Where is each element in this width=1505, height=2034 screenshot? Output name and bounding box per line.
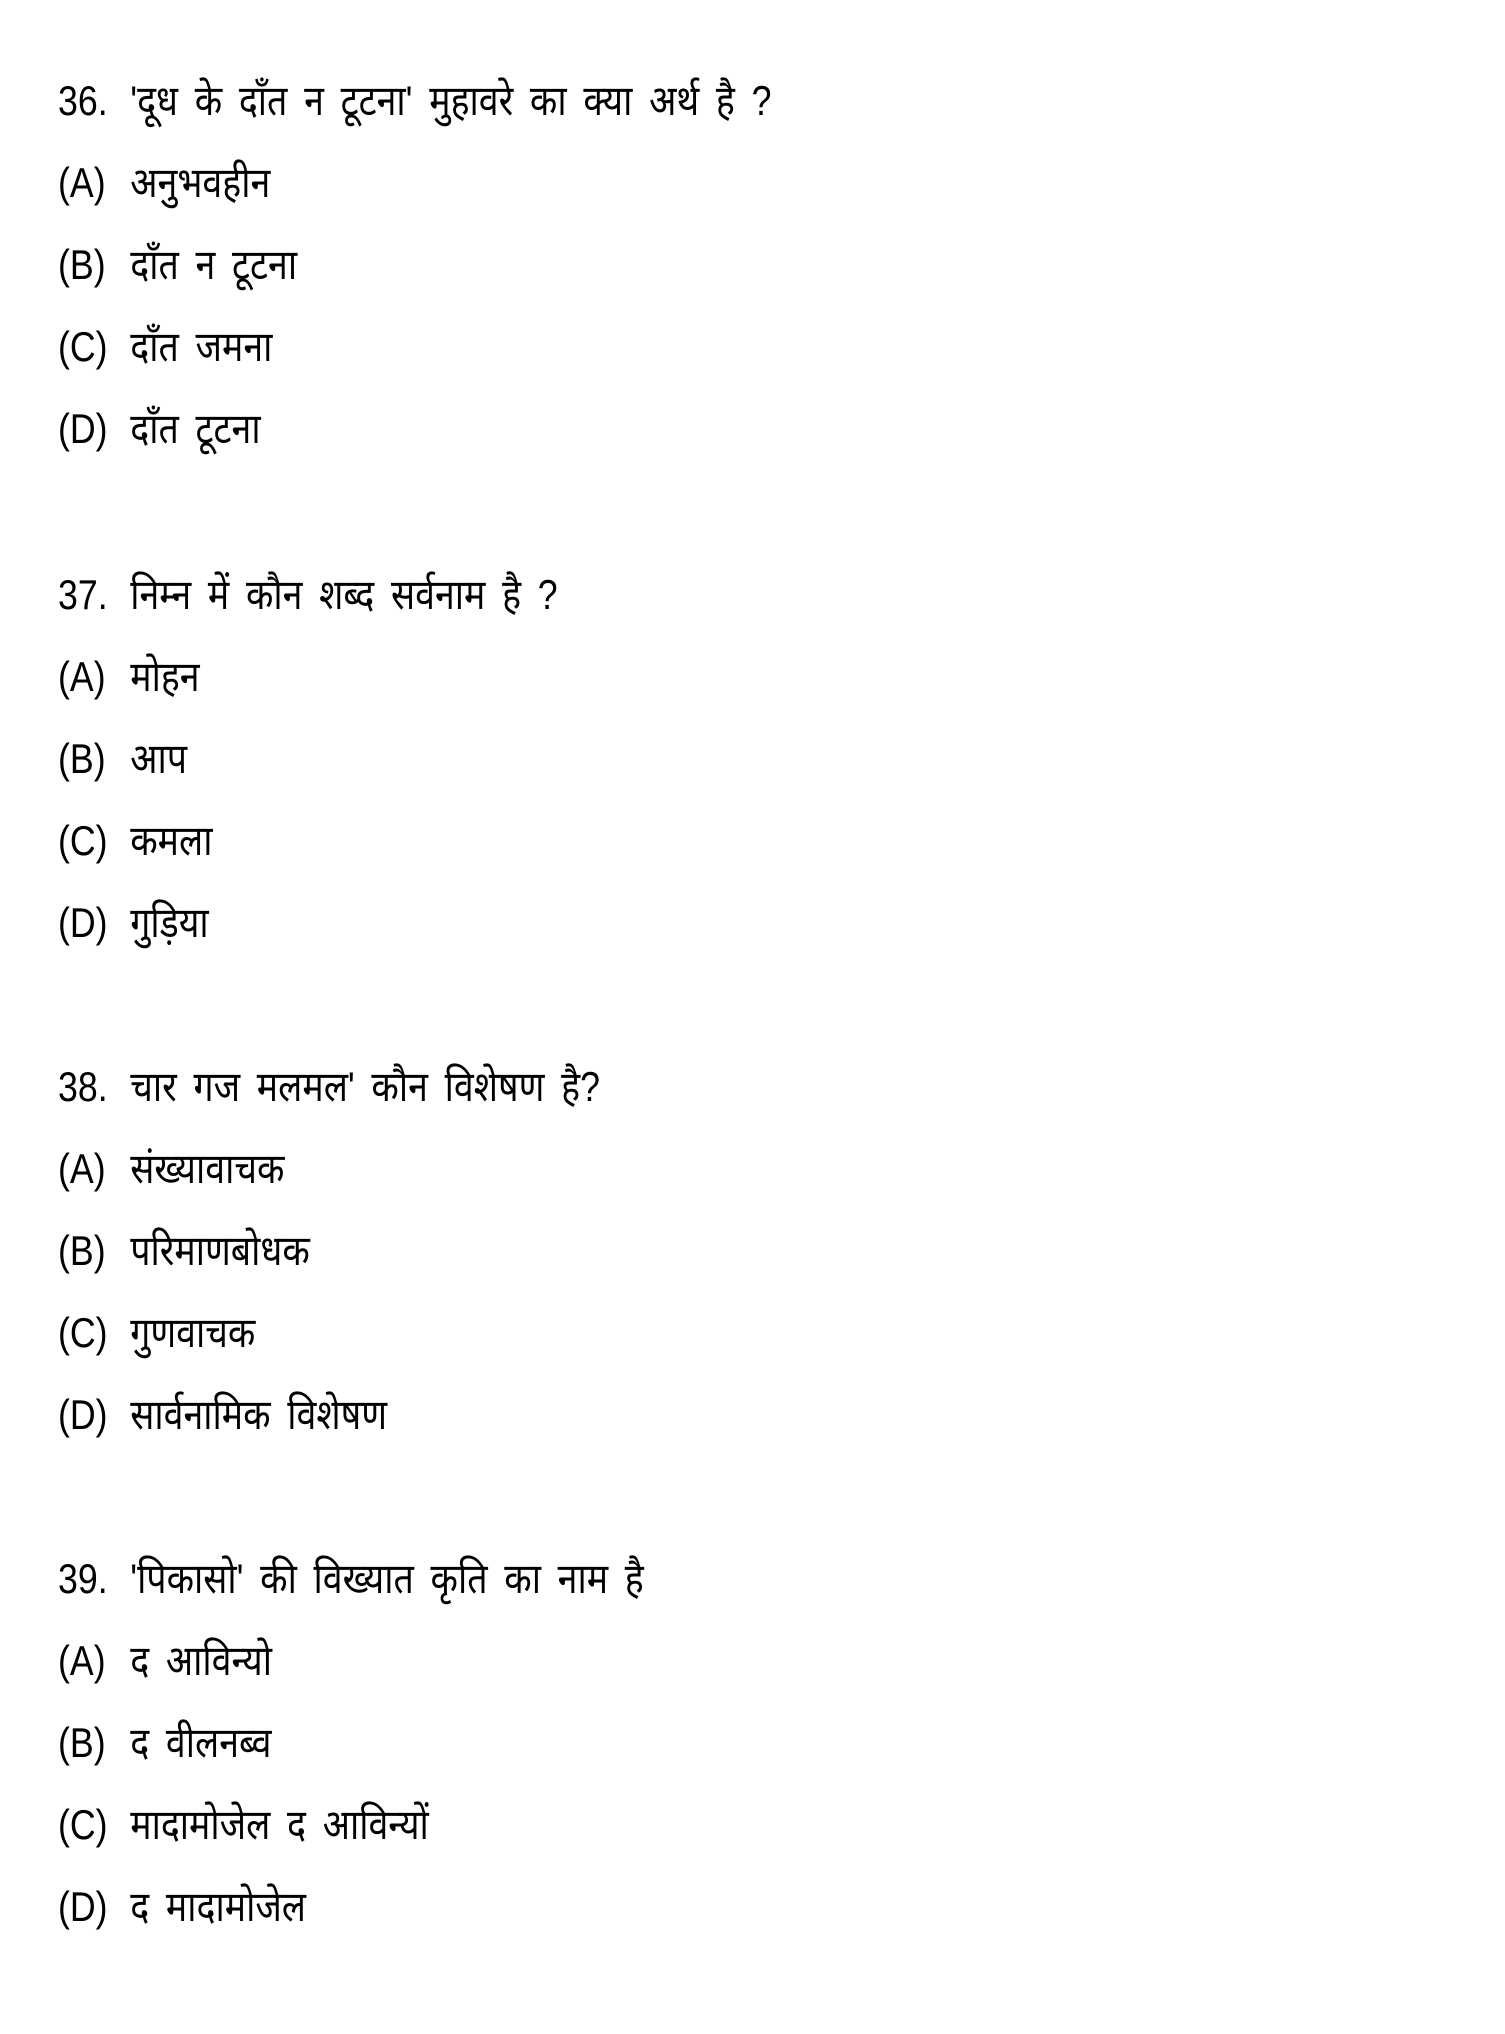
question-36 xyxy=(58,60,771,142)
question-text: 'पिकासो' की विख्यात कृति का नाम है xyxy=(130,1555,644,1602)
option-label: (B) xyxy=(58,241,106,288)
option-label: (A) xyxy=(58,1145,106,1192)
option-label: (B) xyxy=(58,1227,106,1274)
option-text: द वीलनब्व xyxy=(130,1719,272,1766)
question-text: 'दूध के दाँत न टूटना' मुहावरे का क्या अर्थ है ? xyxy=(130,77,772,124)
option-37-a xyxy=(58,636,200,718)
option-37-c xyxy=(58,800,212,882)
option-text: सार्वनामिक विशेषण xyxy=(130,1391,388,1438)
option-text: गुणवाचक xyxy=(130,1309,256,1356)
question-number: 39. xyxy=(58,1555,108,1602)
option-38-a xyxy=(58,1128,284,1210)
option-36-b xyxy=(58,224,297,306)
question-text: निम्न में कौन शब्द सर्वनाम है ? xyxy=(130,571,558,618)
option-text: परिमाणबोधक xyxy=(130,1227,310,1274)
option-text: दाँत न टूटना xyxy=(130,241,298,288)
option-text: कमला xyxy=(130,817,213,864)
option-37-b xyxy=(58,718,187,800)
option-text: द आविन्यो xyxy=(130,1637,273,1684)
option-39-a xyxy=(58,1620,272,1702)
option-label: (B) xyxy=(58,1719,106,1766)
option-36-c xyxy=(58,306,272,388)
option-text: दाँत टूटना xyxy=(130,405,261,452)
option-label: (C) xyxy=(58,1309,108,1356)
option-text: मादामोजेल द आविन्यों xyxy=(130,1801,429,1848)
question-38 xyxy=(58,1046,600,1128)
question-39 xyxy=(58,1538,644,1620)
question-number: 36. xyxy=(58,77,108,124)
option-label: (C) xyxy=(58,323,108,370)
option-label: (D) xyxy=(58,1883,108,1930)
option-38-b xyxy=(58,1210,310,1292)
option-text: गुड़िया xyxy=(130,899,209,946)
question-number: 38. xyxy=(58,1063,108,1110)
option-37-d xyxy=(58,882,209,964)
option-label: (A) xyxy=(58,1637,106,1684)
option-text: संख्यावाचक xyxy=(130,1145,285,1192)
option-label: (B) xyxy=(58,735,106,782)
option-label: (D) xyxy=(58,1391,108,1438)
option-label: (C) xyxy=(58,817,108,864)
option-text: दाँत जमना xyxy=(130,323,273,370)
option-36-a xyxy=(58,142,270,224)
option-38-d xyxy=(58,1374,387,1456)
option-39-c xyxy=(58,1784,429,1866)
option-text: अनुभवहीन xyxy=(130,159,271,206)
option-text: आप xyxy=(130,735,188,782)
question-text: चार गज मलमल' कौन विशेषण है? xyxy=(130,1063,600,1110)
option-38-c xyxy=(58,1292,255,1374)
question-number: 37. xyxy=(58,571,108,618)
option-label: (A) xyxy=(58,159,106,206)
option-text: मोहन xyxy=(130,653,200,700)
option-text: द मादामोजेल xyxy=(130,1883,307,1930)
option-label: (D) xyxy=(58,899,108,946)
option-39-d xyxy=(58,1866,306,1948)
question-37 xyxy=(58,554,558,636)
option-36-d xyxy=(58,388,261,470)
option-label: (A) xyxy=(58,653,106,700)
option-39-b xyxy=(58,1702,271,1784)
option-label: (C) xyxy=(58,1801,108,1848)
option-label: (D) xyxy=(58,405,108,452)
